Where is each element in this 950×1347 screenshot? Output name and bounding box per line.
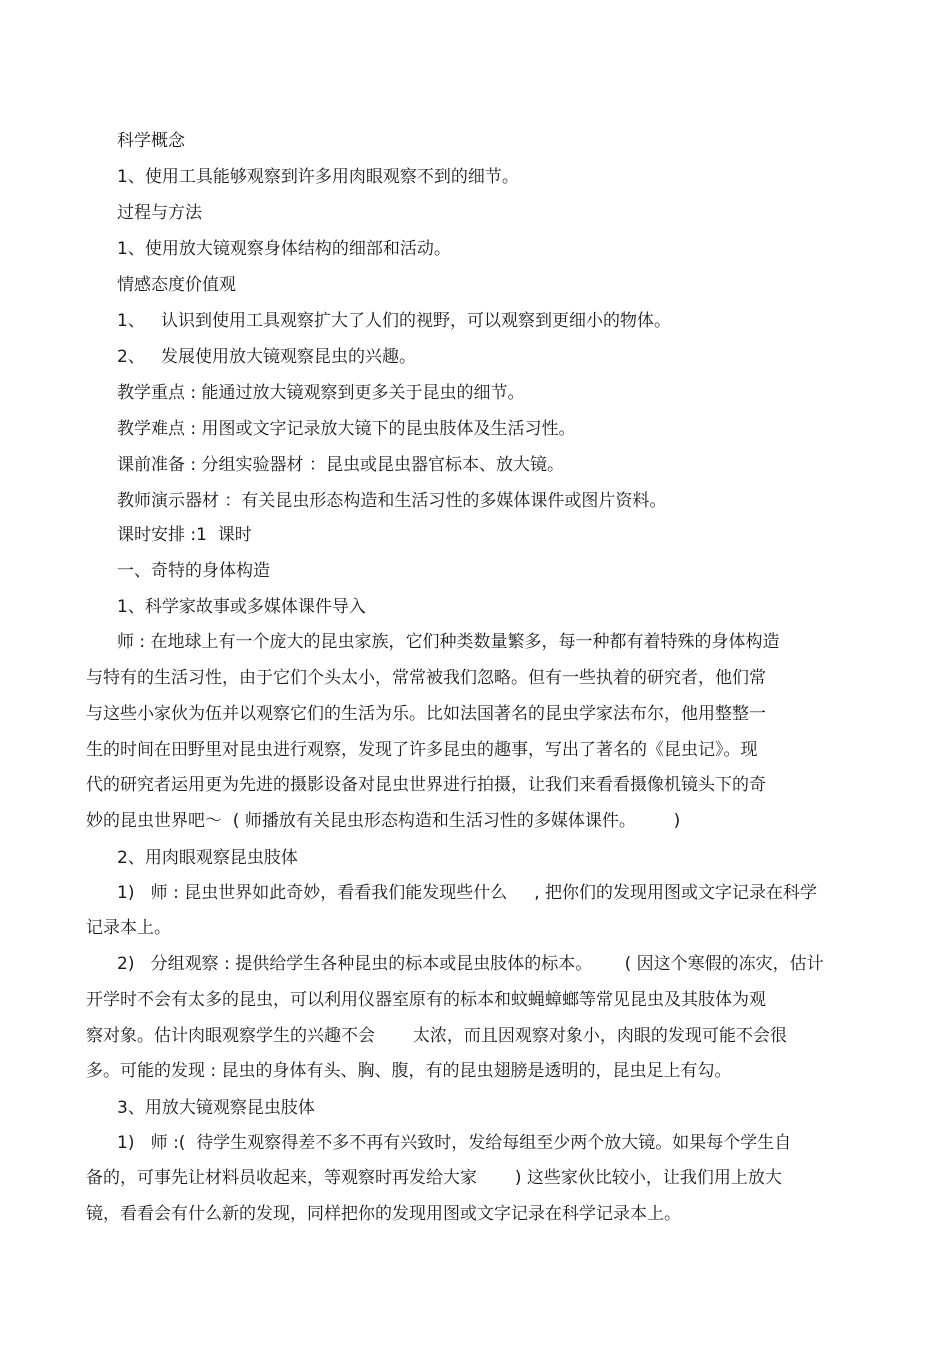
text-teaching-difficulty: 教学难点 : 用图或文字记录放大镜下的昆虫肢体及生活习性。 bbox=[117, 419, 576, 439]
text-schedule: 课时安排 :1 课时 bbox=[117, 525, 252, 545]
text-teaching-focus: 教学重点 : 能通过放大镜观察到更多关于昆虫的细节。 bbox=[117, 383, 525, 403]
subsection-heading: 2、用肉眼观察昆虫肢体 bbox=[117, 848, 298, 868]
subsection-heading: 1、科学家故事或多媒体课件导入 bbox=[117, 597, 366, 617]
text-demo-materials: 教师演示器材 ：有关昆虫形态构造和生活习性的多媒体课件或图片资料。 bbox=[117, 491, 667, 511]
paragraph-line: 师 : 在地球上有一个庞大的昆虫家族，它们种类数量繁多，每一种都有着特殊的身体构造 bbox=[117, 632, 780, 652]
text-line: 1、使用放大镜观察身体结构的细部和活动。 bbox=[117, 239, 451, 259]
heading-science-concept: 科学概念 bbox=[117, 131, 185, 151]
paragraph-line: 多。可能的发现 : 昆虫的身体有头、胸、腹，有的昆虫翅膀是透明的，昆虫足上有勾。 bbox=[86, 1061, 732, 1081]
paragraph-line: 镜，看看会有什么新的发现，同样把你的发现用图或文字记录在科学记录本上。 bbox=[86, 1204, 681, 1224]
paragraph-line: 2) 分组观察 : 提供给学生各种昆虫的标本或昆虫肢体的标本。 ( 因这个寒假的冻灾，估计 bbox=[117, 954, 824, 974]
section-heading-1: 一、奇特的身体构造 bbox=[117, 561, 270, 581]
paragraph-line: 开学时不会有太多的昆虫，可以利用仪器室原有的标本和蚊蝇蟑螂等常见昆虫及其肢体为观 bbox=[86, 990, 766, 1010]
heading-process-method: 过程与方法 bbox=[117, 203, 202, 223]
text-line: 2、 发展使用放大镜观察昆虫的兴趣。 bbox=[117, 347, 417, 367]
text-line: 1、使用工具能够观察到许多用肉眼观察不到的细节。 bbox=[117, 167, 519, 187]
subsection-heading: 3、用放大镜观察昆虫肢体 bbox=[117, 1098, 315, 1118]
paragraph-line: 记录本上。 bbox=[86, 918, 171, 938]
heading-emotion-attitude: 情感态度价值观 bbox=[117, 275, 236, 295]
text-preparation: 课前准备 : 分组实验器材 ：昆虫或昆虫器官标本、放大镜。 bbox=[117, 455, 564, 475]
paragraph-line: 代的研究者运用更为先进的摄影设备对昆虫世界进行拍摄，让我们来看看摄像机镜头下的奇 bbox=[86, 775, 766, 795]
paragraph-line: 1) 师 : 昆虫世界如此奇妙，看看我们能发现些什么 , 把你们的发现用图或文字记录在科学 bbox=[117, 883, 818, 903]
paragraph-line: 备的，可事先让材料员收起来，等观察时再发给大家 ) 这些家伙比较小，让我们用上放大 bbox=[86, 1168, 782, 1188]
paragraph-line: 与这些小家伙为伍并以观察它们的生活为乐。比如法国著名的昆虫学家法布尔，他用整整一 bbox=[86, 704, 766, 724]
paragraph-line: 察对象。估计肉眼观察学生的兴趣不会 太浓，而且因观察对象小，肉眼的发现可能不会很 bbox=[86, 1026, 787, 1046]
text-line: 1、 认识到使用工具观察扩大了人们的视野，可以观察到更细小的物体。 bbox=[117, 311, 672, 331]
paragraph-line: 生的时间在田野里对昆虫进行观察，发现了许多昆虫的趣事，写出了著名的《昆虫记》。现 bbox=[86, 740, 758, 760]
paragraph-line: 与特有的生活习性，由于它们个头太小，常常被我们忽略。但有一些执着的研究者，他们常 bbox=[86, 668, 766, 688]
paragraph-line: 1) 师 :( 待学生观察得差不多不再有兴致时，发给每组至少两个放大镜。如果每个学生自 bbox=[117, 1133, 792, 1153]
paragraph-line: 妙的昆虫世界吧～ ( 师播放有关昆虫形态构造和生活习性的多媒体课件。 ) bbox=[86, 811, 681, 831]
